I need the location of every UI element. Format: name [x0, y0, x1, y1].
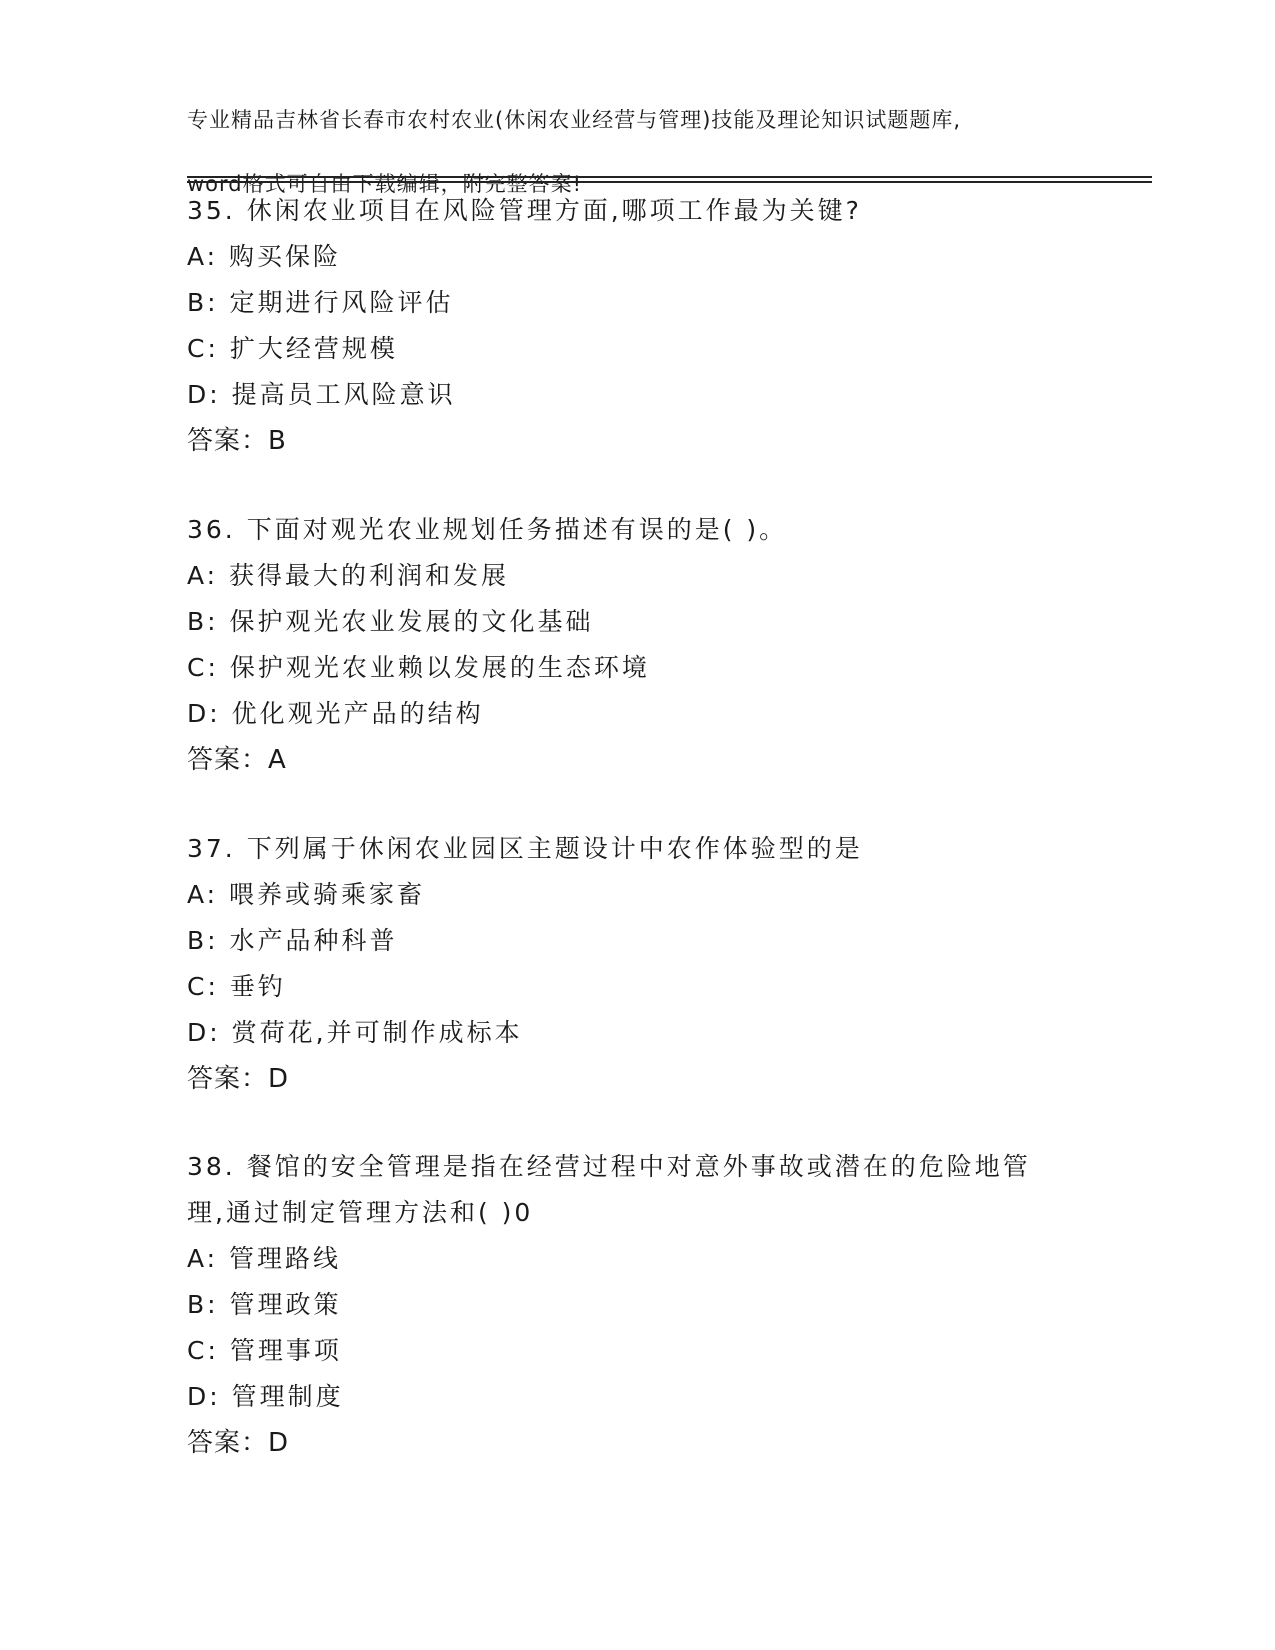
header-divider-bottom	[187, 181, 1152, 183]
answer-label: 答案：A	[187, 745, 287, 775]
option-c: C: 扩大经营规模	[187, 334, 398, 363]
question-36	[187, 507, 1107, 783]
option-b: B: 保护观光农业发展的文化基础	[187, 607, 594, 636]
header-title-line-1: 专业精品吉林省长春市农村农业(休闲农业经营与管理)技能及理论知识试题题库,	[187, 108, 962, 132]
answer-label: 答案：D	[187, 1428, 290, 1458]
option-c: C: 保护观光农业赖以发展的生态环境	[187, 653, 650, 682]
option-a: A: 管理路线	[187, 1244, 342, 1273]
option-d: D: 赏荷花,并可制作成标本	[187, 1018, 523, 1047]
option-d: D: 管理制度	[187, 1382, 344, 1411]
option-d: D: 优化观光产品的结构	[187, 699, 484, 728]
option-d: D: 提高员工风险意识	[187, 380, 456, 409]
question-stem: 35. 休闲农业项目在风险管理方面,哪项工作最为关键?	[187, 196, 862, 225]
answer-label: 答案：D	[187, 1064, 290, 1094]
answer-label: 答案：B	[187, 426, 287, 456]
option-b: B: 水产品种科普	[187, 926, 398, 955]
question-stem: 37. 下列属于休闲农业园区主题设计中农作体验型的是	[187, 834, 863, 863]
option-c: C: 垂钓	[187, 972, 286, 1001]
question-38	[187, 1144, 1107, 1466]
option-a: A: 获得最大的利润和发展	[187, 561, 510, 590]
header-title-line-2: word格式可自由下载编辑，附完整答案!	[187, 172, 583, 196]
question-stem: 36. 下面对观光农业规划任务描述有误的是( )。	[187, 515, 788, 544]
question-stem-line-1: 38. 餐馆的安全管理是指在经营过程中对意外事故或潜在的危险地管	[187, 1152, 1031, 1181]
option-b: B: 管理政策	[187, 1290, 342, 1319]
header-divider-top	[187, 176, 1152, 178]
option-a: A: 购买保险	[187, 242, 342, 271]
option-c: C: 管理事项	[187, 1336, 342, 1365]
question-37	[187, 826, 1107, 1102]
question-35	[187, 188, 1107, 464]
option-a: A: 喂养或骑乘家畜	[187, 880, 426, 909]
question-stem-line-2: 理,通过制定管理方法和( )0	[187, 1198, 534, 1227]
option-b: B: 定期进行风险评估	[187, 288, 454, 317]
